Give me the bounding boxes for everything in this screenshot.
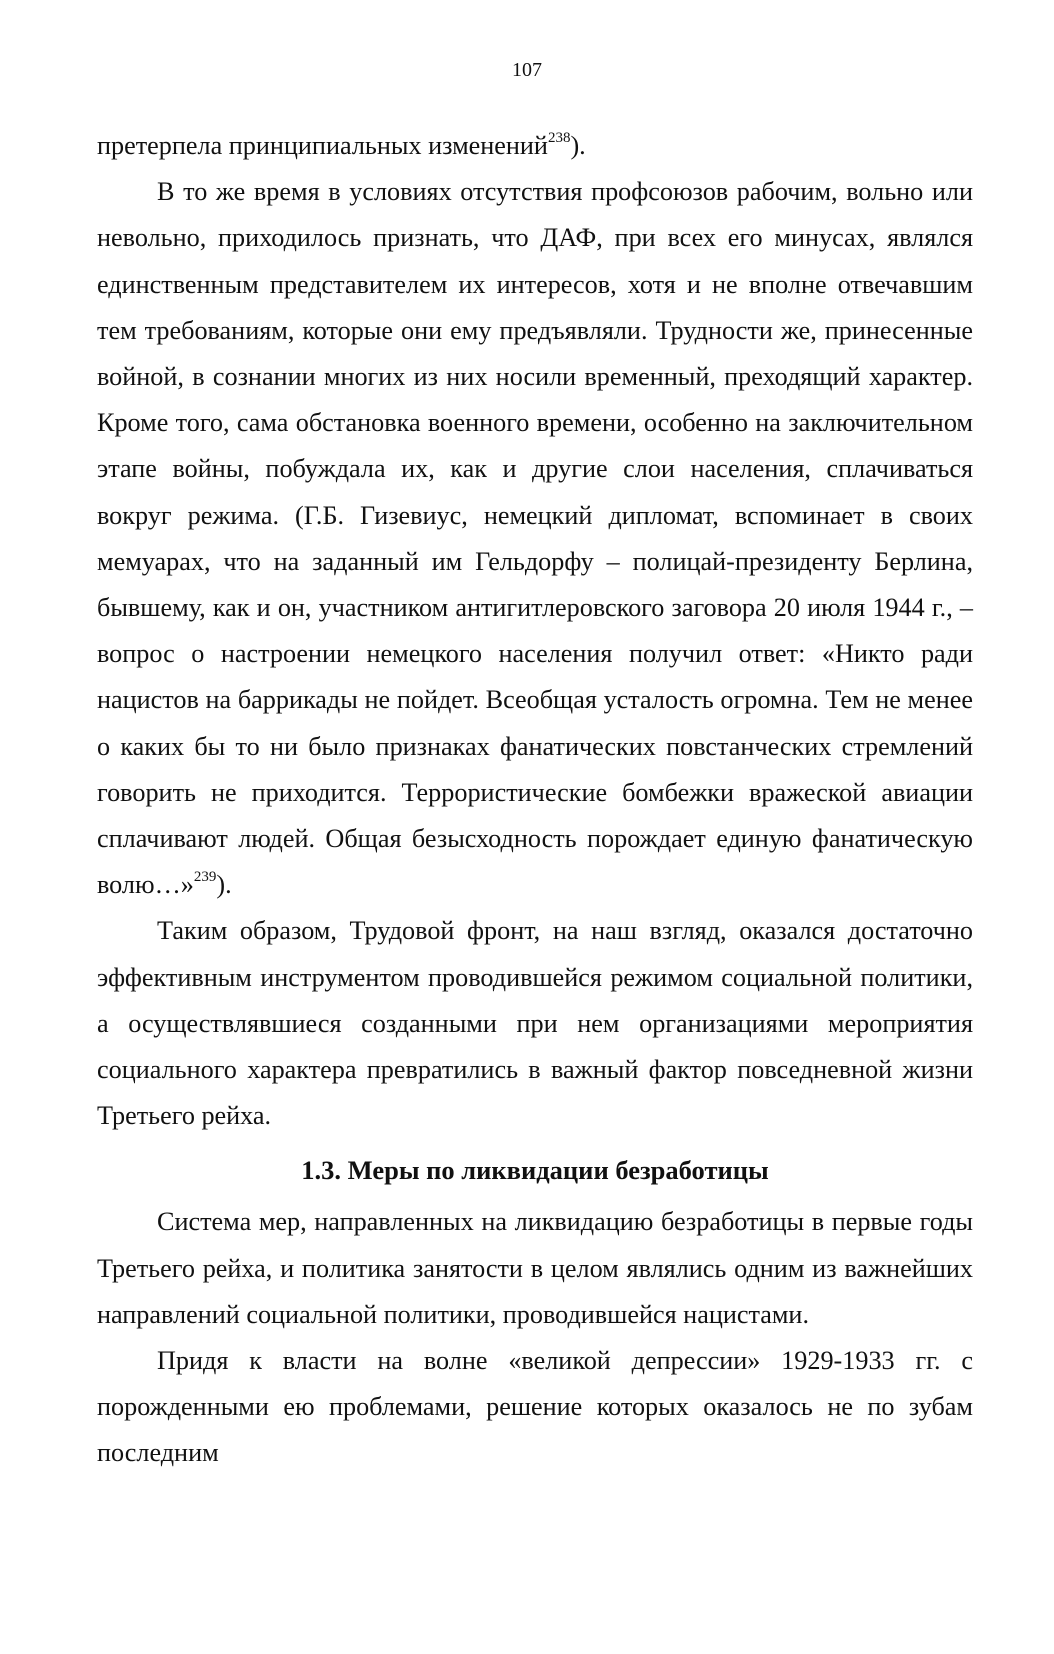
footnote-tail: ). (570, 131, 586, 160)
paragraph (97, 1199, 973, 1338)
page-number: 107 (512, 59, 542, 81)
paragraph (97, 169, 973, 908)
footnote-tail: ). (216, 870, 232, 900)
paragraph-text: В то же время в условиях отсутствия профсоюзов рабочим, вольно или невольно, приходилось признать, что ДАФ, при всех его минусах, являлся единственным представителем их интересов, хотя и не вполне отвечавшим тем требованиям, которые они ему предъявляли. Трудности же, принесенные войной, в сознании многих из них носили временный, преходящий характер. Кроме того, сама обстановка военного времени, особенно на заключительном этапе войны, побуждала их, как и другие слои населения, сплачиваться вокруг режима. (Г.Б. Гизевиус, немецкий дипломат, вспоминает в своих мемуарах, что на заданный им Гельдорфу – полицай-президенту Берлина, бывшему, как и он, участником антигитлеровского заговора 20 июля 1944 г., – вопрос о настроении немецкого населения получил ответ: «Никто ради нацистов на баррикады не пойдет. Всеобщая усталость огромна. Тем не менее о каких бы то ни было признаках фанатических повстанческих стремлений говорить не приходится. Террористические бомбежки вражеской авиации сплачивают людей. Общая безысходность порождает единую фанатическую волю…» (97, 177, 973, 900)
paragraph-continuation (97, 123, 973, 169)
paragraph-text: Система мер, направленных на ликвидацию безработицы в первые годы Третьего рейха, и политика занятости в целом являлись одним из важнейших направлений социальной политики, проводившейся нацистами. (97, 1207, 973, 1329)
section-heading: 1.3. Меры по ликвидации безработицы (301, 1155, 769, 1186)
paragraph (97, 908, 973, 1139)
paragraph-text: претерпела принципиальных изменений (97, 131, 548, 160)
footnote-ref: 238 (547, 130, 571, 146)
paragraph-text: Таким образом, Трудовой фронт, на наш взгляд, оказался достаточно эффективным инструментом проводившейся режимом социальной политики, а осуществлявшиеся созданными при нем организациями мероприятия социального характера превратились в важный фактор повседневной жизни Третьего рейха. (97, 916, 973, 1131)
footnote-ref: 239 (193, 869, 217, 886)
paragraph (97, 1338, 973, 1477)
body-text (97, 123, 973, 1477)
paragraph-text: Придя к власти на волне «великой депрессии» 1929-1933 гг. с порожденными ею проблемами, решение которых оказалось не по зубам последним (97, 1346, 973, 1468)
